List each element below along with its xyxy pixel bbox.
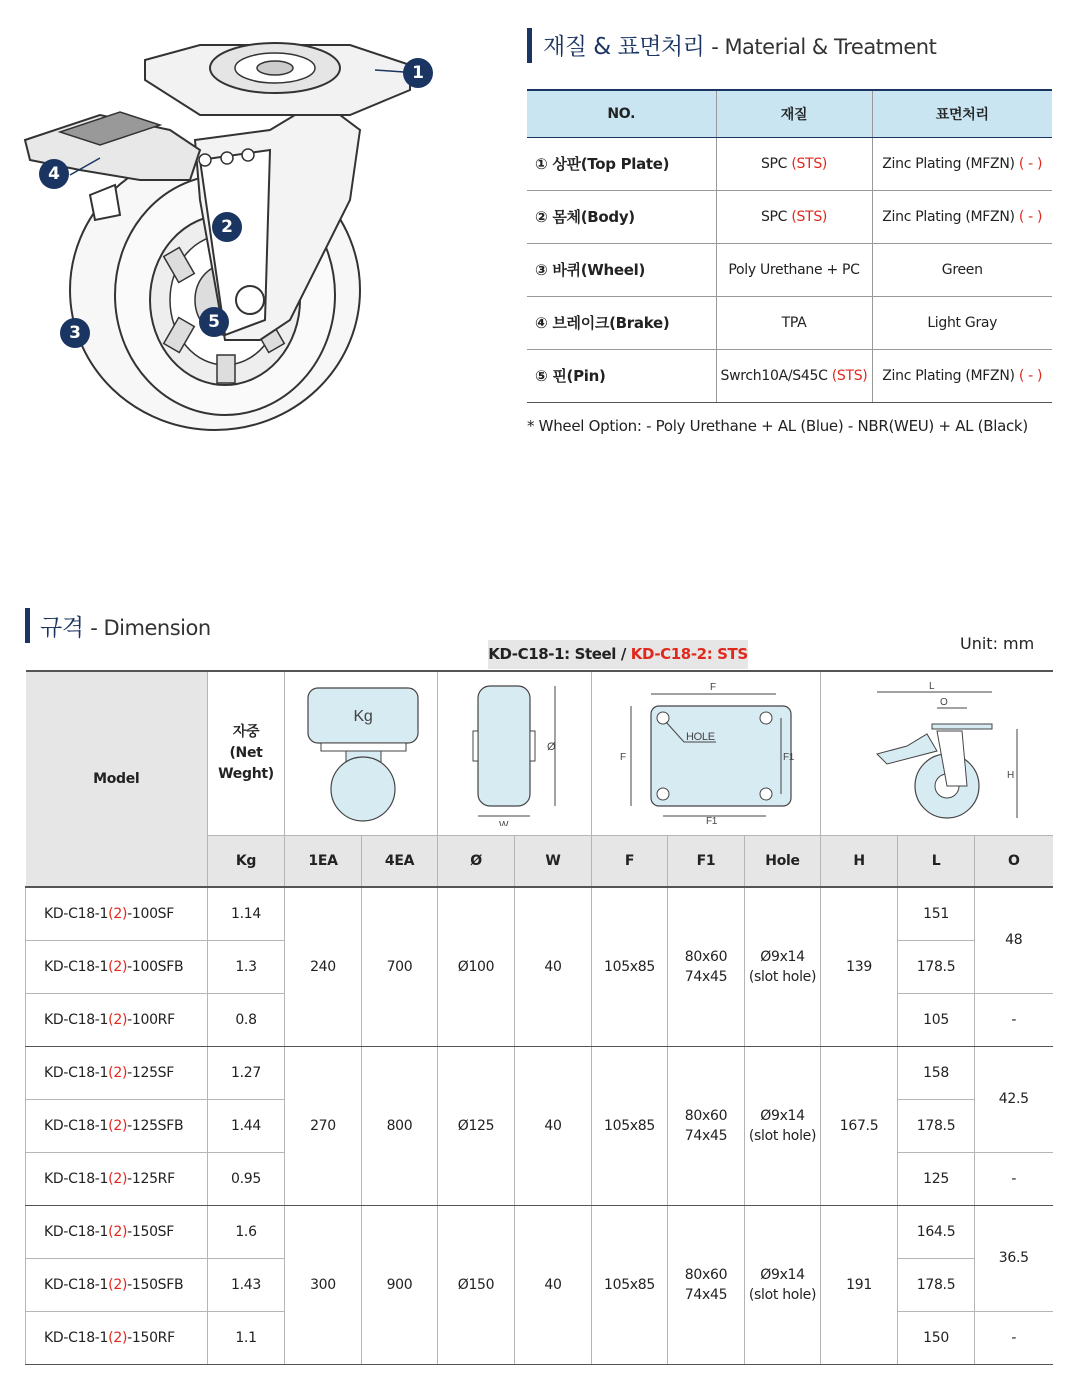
header-no: NO.	[527, 90, 716, 137]
wheel-width: 40	[515, 1046, 592, 1205]
subheader-kg: Kg	[208, 835, 285, 887]
callout-5: 5	[199, 307, 229, 337]
load-4ea: 700	[362, 887, 438, 1046]
weight-kg: 1.44	[208, 1099, 285, 1152]
material-value: SPC (STS)	[716, 190, 872, 243]
model-name: KD-C18-1(2)-150SF	[26, 1205, 208, 1258]
material-value: SPC (STS)	[716, 137, 872, 190]
unit-label: Unit: mm	[960, 634, 1035, 653]
kg-label: Kg	[353, 708, 373, 726]
load-1ea: 300	[285, 1205, 362, 1364]
length-l: 125	[898, 1152, 975, 1205]
dimension-title: 규격 - Dimension	[40, 615, 211, 641]
f-label-side: F	[620, 752, 626, 764]
model-name: KD-C18-1(2)-150RF	[26, 1311, 208, 1364]
weight-kg: 1.14	[208, 887, 285, 940]
header-model: Model	[26, 671, 208, 887]
offset-o: -	[975, 993, 1053, 1046]
hole-label: HOLE	[686, 731, 715, 744]
plate-f1: 80x60 74x45	[668, 1205, 745, 1364]
table-row	[26, 887, 1053, 940]
subheader-hole: Hole	[745, 835, 821, 887]
callout-2: 2	[212, 212, 242, 242]
plate-diagram	[592, 671, 821, 835]
dia-label: Ø	[546, 741, 555, 754]
wheel-option-note: * Wheel Option: - Poly Urethane + AL (Blue) - NBR(WEU) + AL (Black)	[527, 417, 1028, 435]
plate-f1: 80x60 74x45	[668, 887, 745, 1046]
material-row	[527, 296, 1052, 349]
offset-o: -	[975, 1152, 1053, 1205]
hole-size: Ø9x14 (slot hole)	[745, 1205, 821, 1364]
plate-f: 105x85	[592, 1205, 668, 1364]
caster-diagram	[821, 671, 1053, 835]
subheader-1ea: 1EA	[285, 835, 362, 887]
model-name: KD-C18-1(2)-100RF	[26, 993, 208, 1046]
treatment-value: Light Gray	[872, 296, 1052, 349]
subheader-o: O	[975, 835, 1053, 887]
length-l: 178.5	[898, 1099, 975, 1152]
load-1ea: 270	[285, 1046, 362, 1205]
height-h: 191	[821, 1205, 898, 1364]
f1-label-bottom: F1	[706, 816, 718, 827]
weight-kg: 1.6	[208, 1205, 285, 1258]
treatment-value: Green	[872, 243, 1052, 296]
section-bar	[527, 28, 532, 63]
material-row	[527, 137, 1052, 190]
length-l: 178.5	[898, 1258, 975, 1311]
h-label: H	[1006, 770, 1014, 782]
plate-f1: 80x60 74x45	[668, 1046, 745, 1205]
model-name: KD-C18-1(2)-125SFB	[26, 1099, 208, 1152]
w-label: W	[498, 820, 508, 827]
weight-kg: 0.8	[208, 993, 285, 1046]
subheader-l: L	[898, 835, 975, 887]
material-row	[527, 190, 1052, 243]
load-1ea: 240	[285, 887, 362, 1046]
subheader-diameter: Ø	[438, 835, 515, 887]
wheel-diameter: Ø100	[438, 887, 515, 1046]
weight-kg: 1.43	[208, 1258, 285, 1311]
subheader-w: W	[515, 835, 592, 887]
length-l: 105	[898, 993, 975, 1046]
hole-size: Ø9x14 (slot hole)	[745, 1046, 821, 1205]
material-table	[527, 89, 1052, 403]
model-name: KD-C18-1(2)-125RF	[26, 1152, 208, 1205]
material-row	[527, 349, 1052, 402]
part-name: ④ 브레이크(Brake)	[527, 296, 716, 349]
subheader-f: F	[592, 835, 668, 887]
wheel-diameter: Ø125	[438, 1046, 515, 1205]
callout-4: 4	[39, 159, 69, 189]
part-name: ③ 바퀴(Wheel)	[527, 243, 716, 296]
material-value: TPA	[716, 296, 872, 349]
hole-size: Ø9x14 (slot hole)	[745, 887, 821, 1046]
subheader-h: H	[821, 835, 898, 887]
callout-1: 1	[403, 58, 433, 88]
length-l: 158	[898, 1046, 975, 1099]
o-label: O	[939, 697, 948, 709]
offset-o: 36.5	[975, 1205, 1053, 1311]
header-treatment: 표면처리	[872, 90, 1052, 137]
subheader-4ea: 4EA	[362, 835, 438, 887]
wheel-width: 40	[515, 887, 592, 1046]
header-weight: 자중 (Net Weght)	[208, 671, 285, 835]
weight-kg: 0.95	[208, 1152, 285, 1205]
callout-3: 3	[60, 318, 90, 348]
table-row	[26, 1205, 1053, 1258]
part-name: ① 상판(Top Plate)	[527, 137, 716, 190]
wheel-width: 40	[515, 1205, 592, 1364]
model-name: KD-C18-1(2)-150SFB	[26, 1258, 208, 1311]
model-name: KD-C18-1(2)-125SF	[26, 1046, 208, 1099]
model-name: KD-C18-1(2)-100SFB	[26, 940, 208, 993]
offset-o: 48	[975, 887, 1053, 993]
length-l: 151	[898, 887, 975, 940]
wheel-diagram	[438, 671, 592, 835]
treatment-value: Zinc Plating (MFZN) ( - )	[872, 349, 1052, 402]
treatment-value: Zinc Plating (MFZN) ( - )	[872, 137, 1052, 190]
weight-kg: 1.3	[208, 940, 285, 993]
l-label: L	[928, 681, 935, 693]
weight-kg: 1.1	[208, 1311, 285, 1364]
height-h: 139	[821, 887, 898, 1046]
plate-f: 105x85	[592, 1046, 668, 1205]
material-row	[527, 243, 1052, 296]
length-l: 178.5	[898, 940, 975, 993]
length-l: 164.5	[898, 1205, 975, 1258]
weight-kg: 1.27	[208, 1046, 285, 1099]
height-h: 167.5	[821, 1046, 898, 1205]
material-title: 재질 & 표면처리 - Material & Treatment	[543, 34, 937, 60]
wheel-diameter: Ø150	[438, 1205, 515, 1364]
part-name: ⑤ 핀(Pin)	[527, 349, 716, 402]
header-material: 재질	[716, 90, 872, 137]
load-4ea: 900	[362, 1205, 438, 1364]
subheader-f1: F1	[668, 835, 745, 887]
material-value: Poly Urethane + PC	[716, 243, 872, 296]
f-label-top: F	[710, 682, 716, 694]
load-diagram	[285, 671, 438, 835]
model-name: KD-C18-1(2)-100SF	[26, 887, 208, 940]
model-material-tag: KD-C18-1: Steel / KD-C18-2: STS	[488, 640, 748, 669]
material-value: Swrch10A/S45C (STS)	[716, 349, 872, 402]
section-bar	[25, 608, 30, 643]
treatment-value: Zinc Plating (MFZN) ( - )	[872, 190, 1052, 243]
offset-o: -	[975, 1311, 1053, 1364]
load-4ea: 800	[362, 1046, 438, 1205]
plate-f: 105x85	[592, 887, 668, 1046]
f1-label-side: F1	[783, 752, 795, 764]
length-l: 150	[898, 1311, 975, 1364]
part-name: ② 몸체(Body)	[527, 190, 716, 243]
table-row	[26, 1046, 1053, 1099]
offset-o: 42.5	[975, 1046, 1053, 1152]
dimension-table	[25, 670, 1053, 1365]
